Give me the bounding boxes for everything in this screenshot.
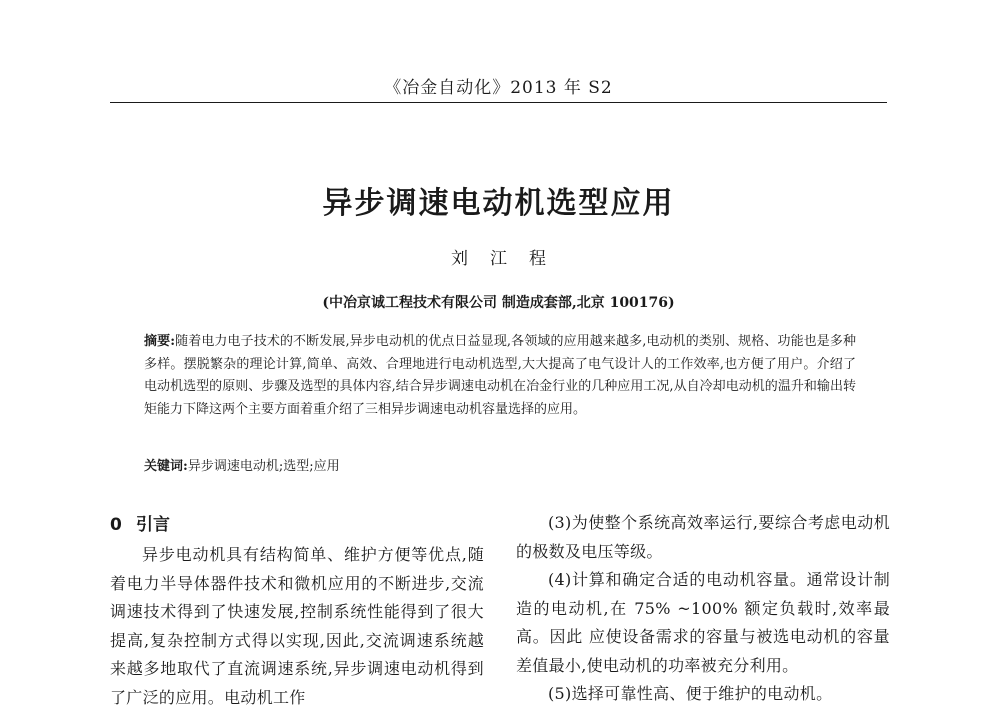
author-affiliation: (中冶京诚工程技术有限公司 制造成套部,北京 100176) [322, 295, 675, 311]
keywords-label: 关键词: [144, 459, 188, 474]
body-paragraph: (4)计算和确定合适的电动机容量。通常设计制造的电动机,在 75% ~100% 额定负载时,效率最高。因此 应使设备需求的容量与被选电动机的容量差值最小,使电动机的功率被充分利用。 [516, 570, 890, 675]
author-name: 刘江程 [451, 249, 568, 269]
section-heading-introduction [110, 511, 484, 539]
introduction-paragraph: 异步电动机具有结构简单、维护方便等优点,随着电力半导体器件技术和微机应用的不断进步,交流调速技术得到了快速发展,控制系统性能得到了很大提高,复杂控制方式得以实现,因此,交流调速系统越来越多地取代了直流调速系统,异步调速电动机得到了广泛的应用。电动机工作 [110, 545, 484, 707]
keywords-text: 异步调速电动机;选型;应用 [187, 459, 340, 474]
abstract-label: 摘要: [144, 334, 176, 349]
body-paragraph: (3)为使整个系统高效率运行,要综合考虑电动机的极数及电压等级。 [516, 513, 890, 561]
article-title: 异步调速电动机选型应用 [322, 186, 675, 221]
abstract-text: 随着电力电子技术的不断发展,异步电动机的优点日益显现,各领域的应用越来越多,电动机的类别、规格、功能也是多种多样。摆脱繁杂的理论计算,简单、高效、合理地进行电动机选型,大大提高了电气设计人的工作效率,也方便了用户。介绍了电动机选型的原则、步骤及选型的具体内容,结合异步调速电动机在冶金行业的几种应用工况,从自冷却电动机的温升和输出转矩能力下降这两个主要方面着重介绍了三相异步调速电动机容量选择的应用。 [144, 334, 856, 417]
abstract [144, 331, 856, 421]
body-paragraph: (5)选择可靠性高、便于维护的电动机。 [548, 684, 833, 703]
keywords [144, 456, 856, 478]
left-column [110, 511, 484, 712]
header-rule [110, 102, 887, 103]
section-number: 0 [110, 515, 122, 535]
right-column [516, 509, 890, 709]
running-header: 《冶金自动化》2013 年 S2 [384, 78, 613, 98]
section-title: 引言 [136, 515, 170, 535]
